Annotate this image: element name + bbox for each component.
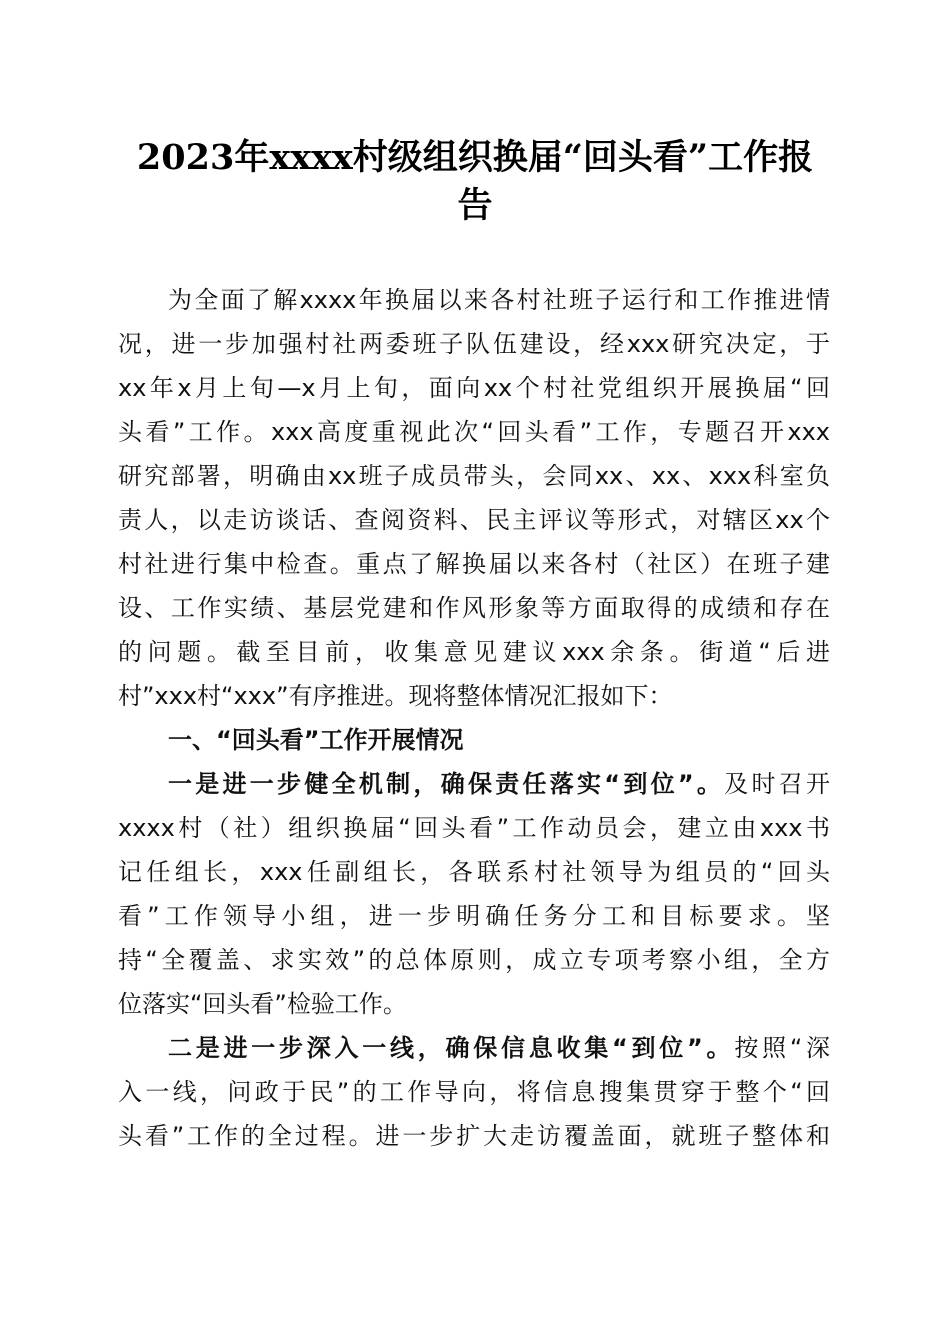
text-line: 研究部署，明确由xx班子成员带头，会同xx、xx、xxx科室负: [118, 462, 830, 490]
text-line: 的问题。截至目前，收集意见建议xxx余条。街道“后进: [118, 638, 830, 666]
text-line: 入一线，问政于民”的工作导向，将信息搜集贯穿于整个“回: [118, 1078, 830, 1106]
point-one-paragraph: [118, 762, 830, 1026]
text-line: [118, 1026, 830, 1070]
text-line: 看”工作领导小组，进一步明确任务分工和目标要求。坚: [118, 902, 830, 930]
text-line: 持“全覆盖、求实效”的总体原则，成立专项考察小组，全方: [118, 946, 830, 974]
section-heading: 一、“回头看”工作开展情况: [168, 726, 464, 754]
text-line: 责人，以走访谈话、查阅资料、民主评议等形式，对辖区xx个: [118, 506, 830, 534]
title-line: 2023年xxxx村级组织换届“回头看”工作报: [136, 137, 814, 178]
text-line: 况，进一步加强村社两委班子队伍建设，经xxx研究决定，于: [118, 330, 830, 358]
text-line: 位落实“回头看”检验工作。: [118, 990, 407, 1018]
text-line: xx年x月上旬—x月上旬，面向xx个村社党组织开展换届“回: [118, 374, 830, 402]
text-line: [118, 762, 830, 806]
text-line: 村”xxx村“xxx”有序推进。现将整体情况汇报如下：: [118, 682, 673, 710]
intro-paragraph: [118, 278, 830, 718]
text-run: 及时召开: [724, 770, 831, 798]
text-line: 设、工作实绩、基层党建和作风形象等方面取得的成绩和存在: [118, 594, 830, 622]
lead-sentence: 二是进一步深入一线，确保信息收集“到位”。: [168, 1034, 735, 1062]
title-line: 告: [457, 185, 493, 226]
text-line: 记任组长，xxx任副组长，各联系村社领导为组员的“回头: [118, 858, 830, 886]
document-title: [110, 134, 840, 230]
lead-sentence: 一是进一步健全机制，确保责任落实“到位”。: [168, 770, 725, 798]
text-line: 为全面了解xxxx年换届以来各村社班子运行和工作推进情: [168, 286, 830, 314]
text-line: xxxx村（社）组织换届“回头看”工作动员会，建立由xxx书: [118, 814, 830, 842]
text-line: 头看”工作的全过程。进一步扩大走访覆盖面，就班子整体和: [118, 1122, 830, 1150]
document-body: [118, 278, 830, 1158]
text-line: 村社进行集中检查。重点了解换届以来各村（社区）在班子建: [118, 550, 830, 578]
point-two-paragraph: [118, 1026, 830, 1158]
text-run: 按照“深: [734, 1034, 830, 1062]
text-line: 头看”工作。xxx高度重视此次“回头看”工作，专题召开xxx: [118, 418, 830, 446]
